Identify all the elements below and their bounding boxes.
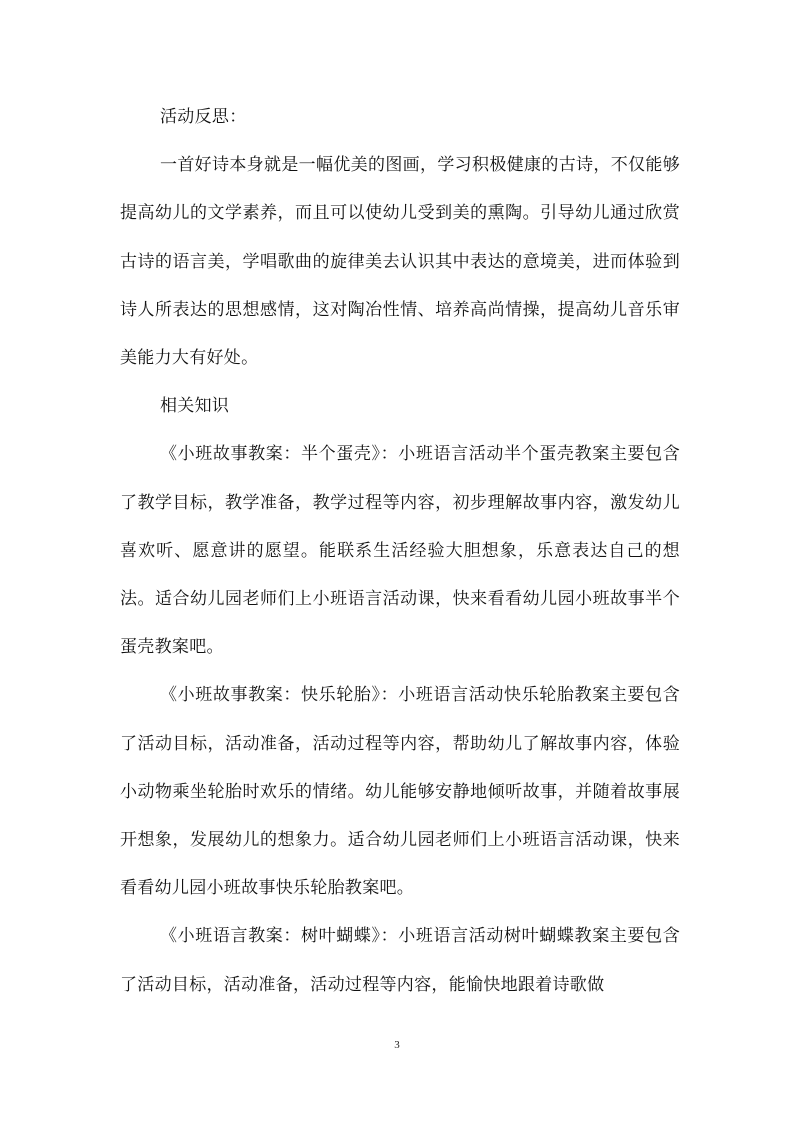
paragraph-happy-tire: 《小班故事教案：快乐轮胎》：小班语言活动快乐轮胎教案主要包含了活动目标，活动准备，活动过程等内容，帮助幼儿了解故事内容，体验小动物乘坐轮胎时欢乐的情绪。幼儿能够安静地倾听故事，并随着故事展开想象，发展幼儿的想象力。适合幼儿园老师们上小班语言活动课，快来看看幼儿园小班故事快乐轮胎教案吧。 — [120, 685, 680, 899]
page-number: 3 — [394, 1039, 400, 1051]
section-heading-reflection: 活动反思： — [160, 107, 247, 127]
paragraph-reflection: 一首好诗本身就是一幅优美的图画，学习积极健康的古诗，不仅能够提高幼儿的文学素养，而且可以使幼儿受到美的熏陶。引导幼儿通过欣赏古诗的语言美，学唱歌曲的旋律美去认识其中表达的意境美，进而体验到诗人所表达的思想感情，这对陶冶性情、培养高尚情操，提高幼儿音乐审美能力大有好处。 — [120, 155, 680, 369]
paragraph-half-eggshell: 《小班故事教案：半个蛋壳》：小班语言活动半个蛋壳教案主要包含了教学目标，教学准备，教学过程等内容，初步理解故事内容，激发幼儿喜欢听、愿意讲的愿望。能联系生活经验大胆想象，乐意表达自己的想法。适合幼儿园老师们上小班语言活动课，快来看看幼儿园小班故事半个蛋壳教案吧。 — [120, 444, 680, 658]
paragraph-leaf-butterfly: 《小班语言教案：树叶蝴蝶》：小班语言活动树叶蝴蝶教案主要包含了活动目标，活动准备，活动过程等内容，能愉快地跟着诗歌做 — [120, 926, 680, 995]
section-heading-related-knowledge: 相关知识 — [160, 396, 230, 417]
document-body — [120, 93, 680, 1009]
